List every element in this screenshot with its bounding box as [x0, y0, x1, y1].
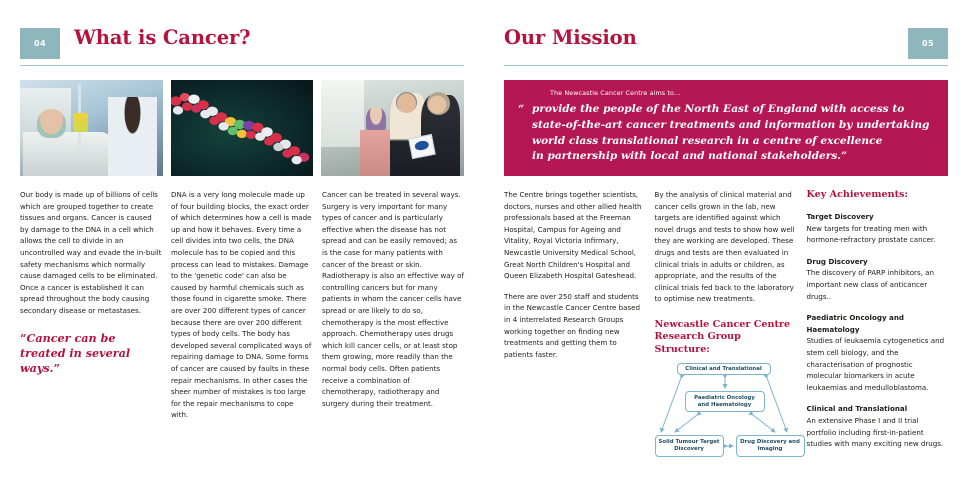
- right-header-rule: [504, 65, 948, 67]
- mission-statement-banner: [504, 80, 948, 176]
- paragraph: DNA is a very long molecule made up of four building blocks, the exact order of which determines how a cell is made up and how it behaves. Every time a cell divides into two cells, the DNA molecule has to be copied and this process can lead to mistakes. Damage to the 'genetic code' can also be caused by harmful chemicals such as those found in cigarette smoke. There are over 200 different types of cancer because there are over 200 different types of body cells. The body has developed several complicated ways of repairing damage to DNA. Some forms of cancer are caused by faults in these repair mechanisms. In other cases the sheer number of mistakes is too large for the repair mechanisms to cope with.: [171, 190, 312, 420]
- right-body-columns: [504, 189, 948, 471]
- quote-close-glyph: ”: [53, 360, 61, 375]
- key-achievement-body: Studies of leukaemia cytogenetics and stem cell biology, and the characterisation of prognostic molecular biomarkers in acute leukaemias and medulloblastoma.: [806, 336, 945, 392]
- left-pullquote: [20, 331, 162, 376]
- left-page-header: [20, 28, 464, 72]
- diagram-node-clinical: Clinical and Translational: [677, 363, 771, 375]
- left-page-title: What is Cancer?: [74, 26, 251, 49]
- right-column-1-text: [504, 189, 646, 360]
- dna-strand-graphic: [171, 86, 314, 170]
- key-achievement-title: Clinical and Translational: [806, 404, 908, 414]
- left-column-2-text: [171, 189, 313, 421]
- mission-kicker: The Newcastle Cancer Centre aims to…: [550, 89, 681, 97]
- left-column-3: [322, 189, 464, 421]
- left-pullquote-text: Cancer can be treated in several ways.: [20, 330, 131, 375]
- research-group-structure-diagram: [655, 363, 805, 471]
- dna-helix-photo: [171, 80, 314, 176]
- left-photo-row: [20, 80, 464, 176]
- key-achievement-title: Target Discovery: [806, 212, 874, 221]
- left-column-2: [171, 189, 313, 421]
- photo-patient-shape: [37, 109, 66, 138]
- key-achievement-body: New targets for treating men with hormone-refractory prostate cancer.: [806, 223, 936, 245]
- hospital-patient-photo: [20, 80, 163, 176]
- left-body-columns: [20, 189, 464, 421]
- right-page-title: Our Mission: [504, 26, 637, 49]
- key-achievement-item: [807, 211, 949, 246]
- couple-reading-photo: [321, 80, 464, 176]
- key-achievement-body: An extensive Phase I and II trial portfolio including first-in-patient studies with many exciting new drugs.: [806, 415, 944, 449]
- diagram-node-solid-tumour: Solid Tumour Target Discovery: [655, 435, 724, 457]
- right-page: [484, 0, 968, 484]
- diagram-node-drug-discovery: Drug Discovery and Imaging: [736, 435, 805, 457]
- left-header-rule: [20, 65, 464, 67]
- right-column-2-text: [655, 189, 798, 305]
- page-number-tab-right: 05: [908, 28, 948, 59]
- right-column-1: [504, 189, 646, 471]
- key-achievements-column: [807, 189, 949, 471]
- key-achievement-item: [807, 403, 949, 449]
- left-column-1-text: [20, 189, 162, 317]
- photo-woman-head: [427, 92, 450, 114]
- key-achievement-body: The discovery of PARP inhibitors, an important new class of anticancer drugs..: [806, 268, 935, 301]
- key-achievement-item: [807, 312, 949, 393]
- paragraph: There are over 250 staff and students in the Newcastle Cancer Centre based in 4 interrelated Research Groups working together on finding new treatments and getting them to patients faster.: [504, 291, 641, 359]
- page-number-tab-left: 04: [20, 28, 60, 59]
- mission-quote-line: state-of-the-art cancer treatments and information by undertaking: [532, 118, 930, 131]
- mission-quote-close-glyph: ”: [840, 150, 848, 163]
- research-group-structure-heading: Newcastle Cancer Centre Research Group Structure:: [654, 318, 791, 355]
- paragraph: Cancer can be treated in several ways. Surgery is very important for many types of cancer and is particularly effective when the disease has not spread and can be easily removed; as is the case for many patients with cancer of the breast or skin. Radiotherapy is also an effective way of controlling cancers but for many patients in whom the cancer cells have spread or are likely to do so, chemotherapy is the most effective approach. Chemotherapy uses drugs which kill cancer cells, or at least stop them growing, more readily than the normal body cells. Often patients receive a combination of chemotherapy, radiotherapy and surgery during their treatment.: [322, 190, 464, 408]
- mission-quote-line-last: in partnership with local and national stakeholders.”: [532, 150, 848, 163]
- quote-open-glyph: “: [20, 330, 27, 345]
- diagram-node-paediatric: Paediatric Oncology and Haematology: [685, 391, 765, 412]
- mission-quote-open-glyph: “: [518, 103, 525, 115]
- right-column-2: [655, 189, 798, 471]
- mission-quote-line: world class translational research in a centre of excellence: [532, 134, 883, 147]
- left-column-3-text: [322, 189, 464, 409]
- key-achievements-heading: Key Achievements:: [806, 189, 908, 200]
- photo-background-person: [366, 107, 386, 132]
- mission-quote-line: provide the people of the North East of England with access to: [532, 103, 905, 115]
- photo-leaflet-shape: [408, 134, 436, 159]
- photo-bed-shape: [23, 132, 111, 176]
- photo-man-head: [396, 92, 417, 113]
- key-achievement-title: Drug Discovery: [806, 256, 868, 266]
- paragraph: Our body is made up of billions of cells which are grouped together to create tissues and organs. Cancer is caused by damage to the DNA in a cell which allows the cell to divide in an uncontrolled way and evade the in-built safety mechanisms which normally cause damaged cells to be eliminated. Once a cancer is established it can spread throughout the body causing secondary disease or metastases.: [20, 190, 162, 315]
- right-page-header: [504, 28, 948, 72]
- key-achievement-title: Paediatric Oncology and Haematology: [806, 313, 904, 334]
- paragraph: The Centre brings together scientists, doctors, nurses and other allied health professionals based at the Freeman Hospital, Campus for Ageing and Vitality, Royal Victoria Infirmary, Newcastle University Medical School, Great North Children's Hospital and Queen Elizabeth Hospital Gateshead.: [504, 190, 642, 281]
- key-achievement-item: [807, 256, 949, 302]
- photo-drip-shape: [73, 113, 89, 132]
- mission-quote: [518, 102, 934, 165]
- paragraph: By the analysis of clinical material and cancer cells grown in the lab, new targets are identified against which novel drugs and tests to show how well they are working are developed. These drugs and tests are then evaluated in clinical trials in adults or children, as appropriate, and the results of the clinical trials fed back to the laboratory to optimise new treatments.: [654, 190, 795, 304]
- left-column-1: [20, 189, 162, 421]
- photo-chair-shape: [360, 130, 394, 176]
